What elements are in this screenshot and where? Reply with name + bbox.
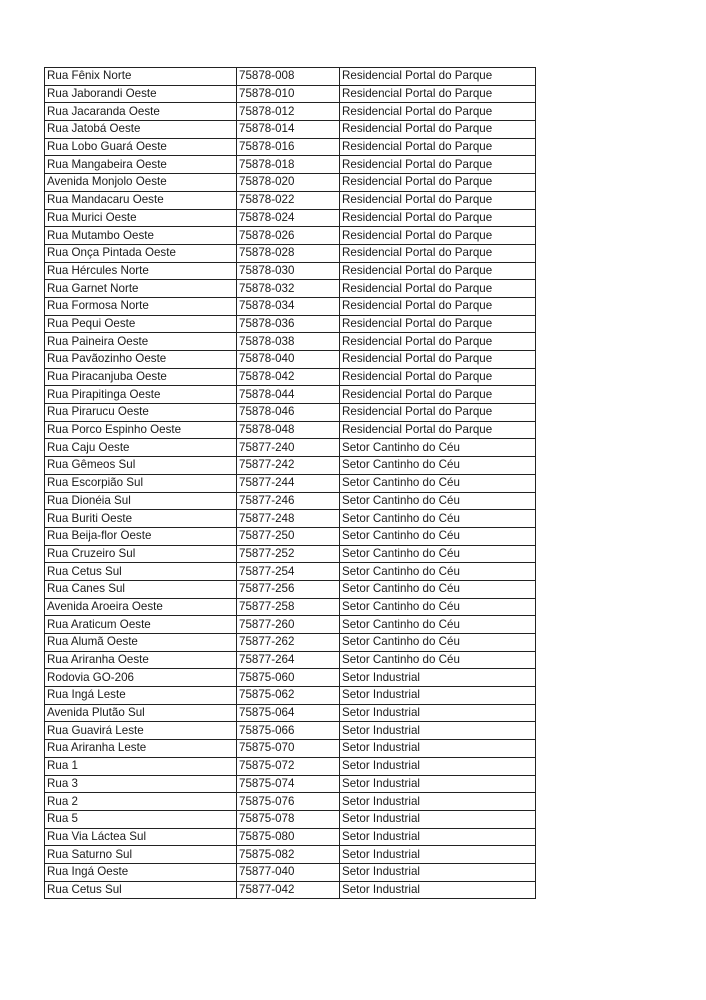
table-row (45, 209, 536, 227)
street-name-cell: Rua Mangabeira Oeste (45, 156, 237, 174)
street-name-cell: Rua Fênix Norte (45, 68, 237, 86)
table-row (45, 598, 536, 616)
table-row (45, 810, 536, 828)
street-name-cell: Rua Escorpião Sul (45, 474, 237, 492)
street-name-cell: Rua Lobo Guará Oeste (45, 138, 237, 156)
postal-code-cell: 75878-010 (237, 85, 340, 103)
neighborhood-cell: Setor Cantinho do Céu (340, 545, 536, 563)
street-name-cell: Rua Cruzeiro Sul (45, 545, 237, 563)
table-row (45, 793, 536, 811)
postal-code-cell: 75877-240 (237, 439, 340, 457)
neighborhood-cell: Setor Industrial (340, 757, 536, 775)
street-name-cell: Rua Porco Espinho Oeste (45, 421, 237, 439)
table-row (45, 881, 536, 899)
table-row (45, 457, 536, 475)
street-name-cell: Rua Cetus Sul (45, 563, 237, 581)
table-row (45, 85, 536, 103)
street-name-cell: Rua 1 (45, 757, 237, 775)
street-name-cell: Rua Pequi Oeste (45, 315, 237, 333)
street-name-cell: Rua Guavirá Leste (45, 722, 237, 740)
neighborhood-cell: Setor Industrial (340, 810, 536, 828)
table-row (45, 580, 536, 598)
neighborhood-cell: Residencial Portal do Parque (340, 209, 536, 227)
table-row (45, 687, 536, 705)
neighborhood-cell: Setor Cantinho do Céu (340, 492, 536, 510)
table-row (45, 439, 536, 457)
neighborhood-cell: Setor Industrial (340, 846, 536, 864)
table-row (45, 740, 536, 758)
table-row (45, 722, 536, 740)
neighborhood-cell: Setor Cantinho do Céu (340, 580, 536, 598)
postal-code-cell: 75877-246 (237, 492, 340, 510)
neighborhood-cell: Setor Cantinho do Céu (340, 651, 536, 669)
street-name-cell: Rua Pavãozinho Oeste (45, 351, 237, 369)
table-row (45, 863, 536, 881)
postal-code-cell: 75877-262 (237, 634, 340, 652)
street-name-cell: Avenida Monjolo Oeste (45, 174, 237, 192)
table-row (45, 156, 536, 174)
table-row (45, 492, 536, 510)
neighborhood-cell: Residencial Portal do Parque (340, 103, 536, 121)
postal-code-cell: 75878-038 (237, 333, 340, 351)
postal-code-cell: 75877-040 (237, 863, 340, 881)
table-row (45, 527, 536, 545)
street-name-cell: Rua Ingá Leste (45, 687, 237, 705)
neighborhood-cell: Setor Industrial (340, 669, 536, 687)
neighborhood-cell: Residencial Portal do Parque (340, 191, 536, 209)
street-name-cell: Rua Formosa Norte (45, 297, 237, 315)
neighborhood-cell: Residencial Portal do Parque (340, 262, 536, 280)
table-row (45, 386, 536, 404)
table-row (45, 669, 536, 687)
table-row (45, 368, 536, 386)
table-row (45, 121, 536, 139)
neighborhood-cell: Residencial Portal do Parque (340, 227, 536, 245)
street-name-cell: Rua Ariranha Oeste (45, 651, 237, 669)
postal-code-cell: 75877-042 (237, 881, 340, 899)
postal-code-cell: 75878-024 (237, 209, 340, 227)
street-name-cell: Rua Araticum Oeste (45, 616, 237, 634)
neighborhood-cell: Residencial Portal do Parque (340, 174, 536, 192)
street-name-cell: Rua Garnet Norte (45, 280, 237, 298)
postal-code-cell: 75877-252 (237, 545, 340, 563)
neighborhood-cell: Setor Cantinho do Céu (340, 474, 536, 492)
street-name-cell: Rua Pirarucu Oeste (45, 404, 237, 422)
street-name-cell: Rua Piracanjuba Oeste (45, 368, 237, 386)
street-name-cell: Rua Dionéia Sul (45, 492, 237, 510)
neighborhood-cell: Setor Cantinho do Céu (340, 457, 536, 475)
table-row (45, 704, 536, 722)
neighborhood-cell: Residencial Portal do Parque (340, 85, 536, 103)
postal-code-cell: 75877-260 (237, 616, 340, 634)
postal-code-cell: 75878-040 (237, 351, 340, 369)
table-row (45, 244, 536, 262)
postal-code-cell: 75875-072 (237, 757, 340, 775)
neighborhood-cell: Setor Industrial (340, 863, 536, 881)
postal-code-cell: 75875-078 (237, 810, 340, 828)
table-row (45, 404, 536, 422)
table-row (45, 474, 536, 492)
neighborhood-cell: Residencial Portal do Parque (340, 386, 536, 404)
postal-code-cell: 75878-044 (237, 386, 340, 404)
postal-code-cell: 75877-244 (237, 474, 340, 492)
postal-code-cell: 75878-034 (237, 297, 340, 315)
table-row (45, 227, 536, 245)
street-name-cell: Rua Pirapitinga Oeste (45, 386, 237, 404)
neighborhood-cell: Residencial Portal do Parque (340, 156, 536, 174)
postal-code-cell: 75875-060 (237, 669, 340, 687)
neighborhood-cell: Residencial Portal do Parque (340, 404, 536, 422)
neighborhood-cell: Residencial Portal do Parque (340, 244, 536, 262)
street-name-cell: Rua Cetus Sul (45, 881, 237, 899)
table-row (45, 421, 536, 439)
table-row (45, 68, 536, 86)
postal-code-cell: 75877-258 (237, 598, 340, 616)
postal-code-cell: 75878-032 (237, 280, 340, 298)
neighborhood-cell: Residencial Portal do Parque (340, 333, 536, 351)
table-row (45, 174, 536, 192)
street-name-cell: Rua Alumã Oeste (45, 634, 237, 652)
street-name-cell: Rua Hércules Norte (45, 262, 237, 280)
neighborhood-cell: Residencial Portal do Parque (340, 280, 536, 298)
table-row (45, 634, 536, 652)
neighborhood-cell: Residencial Portal do Parque (340, 315, 536, 333)
postal-code-cell: 75875-062 (237, 687, 340, 705)
street-name-cell: Rua Onça Pintada Oeste (45, 244, 237, 262)
postal-code-cell: 75878-026 (237, 227, 340, 245)
postal-code-cell: 75875-074 (237, 775, 340, 793)
street-name-cell: Rua Murici Oeste (45, 209, 237, 227)
postal-code-cell: 75878-018 (237, 156, 340, 174)
neighborhood-cell: Setor Cantinho do Céu (340, 563, 536, 581)
table-row (45, 262, 536, 280)
postal-code-cell: 75877-242 (237, 457, 340, 475)
street-name-cell: Rua Mandacaru Oeste (45, 191, 237, 209)
table-row (45, 191, 536, 209)
table-row (45, 563, 536, 581)
neighborhood-cell: Setor Cantinho do Céu (340, 598, 536, 616)
postal-code-cell: 75878-016 (237, 138, 340, 156)
postal-code-cell: 75878-028 (237, 244, 340, 262)
postal-code-cell: 75877-264 (237, 651, 340, 669)
neighborhood-cell: Residencial Portal do Parque (340, 121, 536, 139)
neighborhood-cell: Setor Industrial (340, 881, 536, 899)
street-name-cell: Rua Jaborandi Oeste (45, 85, 237, 103)
table-row (45, 775, 536, 793)
table-row (45, 351, 536, 369)
street-name-cell: Rua Paineira Oeste (45, 333, 237, 351)
street-name-cell: Rua Jacaranda Oeste (45, 103, 237, 121)
neighborhood-cell: Residencial Portal do Parque (340, 68, 536, 86)
postal-code-cell: 75878-008 (237, 68, 340, 86)
neighborhood-cell: Setor Industrial (340, 775, 536, 793)
street-name-cell: Rua Saturno Sul (45, 846, 237, 864)
table-row (45, 138, 536, 156)
table-row (45, 828, 536, 846)
street-name-cell: Rua Canes Sul (45, 580, 237, 598)
postal-code-cell: 75875-070 (237, 740, 340, 758)
neighborhood-cell: Setor Cantinho do Céu (340, 510, 536, 528)
postal-code-cell: 75878-042 (237, 368, 340, 386)
street-name-cell: Rua Beija-flor Oeste (45, 527, 237, 545)
neighborhood-cell: Setor Cantinho do Céu (340, 634, 536, 652)
neighborhood-cell: Residencial Portal do Parque (340, 351, 536, 369)
postal-code-cell: 75875-064 (237, 704, 340, 722)
table-row (45, 103, 536, 121)
postal-code-cell: 75878-014 (237, 121, 340, 139)
postal-code-cell: 75875-076 (237, 793, 340, 811)
neighborhood-cell: Setor Industrial (340, 793, 536, 811)
neighborhood-cell: Setor Industrial (340, 722, 536, 740)
table-row (45, 297, 536, 315)
street-name-cell: Rua Buriti Oeste (45, 510, 237, 528)
neighborhood-cell: Setor Industrial (340, 687, 536, 705)
postal-code-cell: 75878-036 (237, 315, 340, 333)
postal-code-cell: 75877-250 (237, 527, 340, 545)
postal-code-cell: 75877-248 (237, 510, 340, 528)
postal-code-cell: 75877-256 (237, 580, 340, 598)
table-row (45, 280, 536, 298)
neighborhood-cell: Residencial Portal do Parque (340, 297, 536, 315)
postal-code-cell: 75875-080 (237, 828, 340, 846)
neighborhood-cell: Residencial Portal do Parque (340, 368, 536, 386)
street-name-cell: Rua Ingá Oeste (45, 863, 237, 881)
street-name-cell: Rua Jatobá Oeste (45, 121, 237, 139)
table-row (45, 616, 536, 634)
street-name-cell: Rua 3 (45, 775, 237, 793)
table-row (45, 545, 536, 563)
address-table-body (45, 68, 536, 899)
postal-code-cell: 75878-048 (237, 421, 340, 439)
street-name-cell: Rua Mutambo Oeste (45, 227, 237, 245)
neighborhood-cell: Setor Industrial (340, 740, 536, 758)
postal-code-cell: 75878-022 (237, 191, 340, 209)
street-name-cell: Rodovia GO-206 (45, 669, 237, 687)
street-name-cell: Rua Ariranha Leste (45, 740, 237, 758)
table-row (45, 510, 536, 528)
neighborhood-cell: Setor Cantinho do Céu (340, 527, 536, 545)
street-name-cell: Avenida Plutão Sul (45, 704, 237, 722)
postal-code-cell: 75875-082 (237, 846, 340, 864)
street-name-cell: Rua Caju Oeste (45, 439, 237, 457)
neighborhood-cell: Residencial Portal do Parque (340, 138, 536, 156)
street-name-cell: Avenida Aroeira Oeste (45, 598, 237, 616)
table-row (45, 757, 536, 775)
street-name-cell: Rua Gêmeos Sul (45, 457, 237, 475)
table-row (45, 846, 536, 864)
postal-code-cell: 75878-030 (237, 262, 340, 280)
neighborhood-cell: Setor Cantinho do Céu (340, 616, 536, 634)
address-table (44, 67, 536, 899)
street-name-cell: Rua Via Láctea Sul (45, 828, 237, 846)
street-name-cell: Rua 2 (45, 793, 237, 811)
postal-code-cell: 75878-012 (237, 103, 340, 121)
postal-code-cell: 75878-046 (237, 404, 340, 422)
neighborhood-cell: Setor Industrial (340, 704, 536, 722)
neighborhood-cell: Setor Industrial (340, 828, 536, 846)
table-row (45, 333, 536, 351)
table-row (45, 315, 536, 333)
neighborhood-cell: Setor Cantinho do Céu (340, 439, 536, 457)
postal-code-cell: 75877-254 (237, 563, 340, 581)
street-name-cell: Rua 5 (45, 810, 237, 828)
postal-code-cell: 75878-020 (237, 174, 340, 192)
table-row (45, 651, 536, 669)
neighborhood-cell: Residencial Portal do Parque (340, 421, 536, 439)
postal-code-cell: 75875-066 (237, 722, 340, 740)
